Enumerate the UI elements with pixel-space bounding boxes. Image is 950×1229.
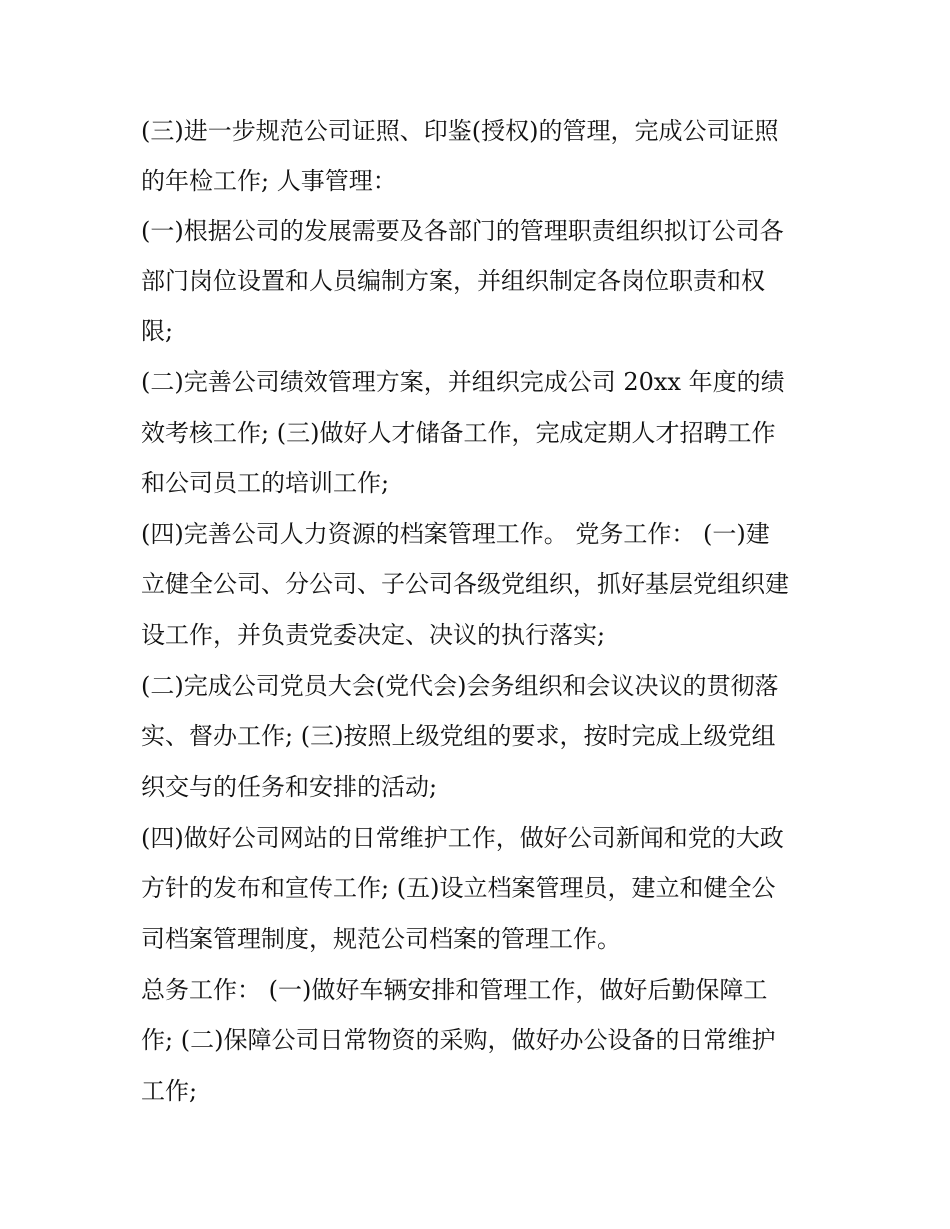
text-line: 总务工作： (一)做好车辆安排和管理工作，做好后勤保障工 xyxy=(141,976,768,1004)
text-line: 立健全公司、分公司、子公司各级党组织，抓好基层党组织建 xyxy=(141,570,789,598)
text-line: 织交与的任务和安排的活动; xyxy=(141,773,438,801)
text-line: (二)完善公司绩效管理方案，并组织完成公司 20xx 年度的绩 xyxy=(141,368,785,396)
text-line: 实、督办工作; (三)按照上级党组的要求，按时完成上级党组 xyxy=(141,722,776,750)
text-line: 部门岗位设置和人员编制方案，并组织制定各岗位职责和权 xyxy=(141,267,765,295)
text-line: 作; (二)保障公司日常物资的采购，做好办公设备的日常维护 xyxy=(141,1026,776,1054)
text-line: 工作; xyxy=(141,1077,198,1105)
text-line: (二)完成公司党员大会(党代会)会务组织和会议决议的贯彻落 xyxy=(141,672,779,700)
text-line: 司档案管理制度，规范公司档案的管理工作。 xyxy=(141,925,621,953)
text-line: 设工作，并负责党委决定、决议的执行落实; xyxy=(141,621,606,649)
text-line: (四)做好公司网站的日常维护工作，做好公司新闻和党的大政 xyxy=(141,824,784,852)
text-line: (三)进一步规范公司证照、印鉴(授权)的管理，完成公司证照 xyxy=(141,117,779,145)
text-line: (一)根据公司的发展需要及各部门的管理职责组织拟订公司各 xyxy=(141,217,784,245)
text-line: (四)完善公司人力资源的档案管理工作。 党务工作： (一)建 xyxy=(141,520,770,548)
text-line: 方针的发布和宣传工作; (五)设立档案管理员，建立和健全公 xyxy=(141,874,776,902)
text-line: 效考核工作; (三)做好人才储备工作，完成定期人才招聘工作 xyxy=(141,419,776,447)
text-line: 的年检工作; 人事管理： xyxy=(141,167,397,195)
text-line: 和公司员工的培训工作; xyxy=(141,469,390,497)
text-line: 限; xyxy=(141,317,174,345)
